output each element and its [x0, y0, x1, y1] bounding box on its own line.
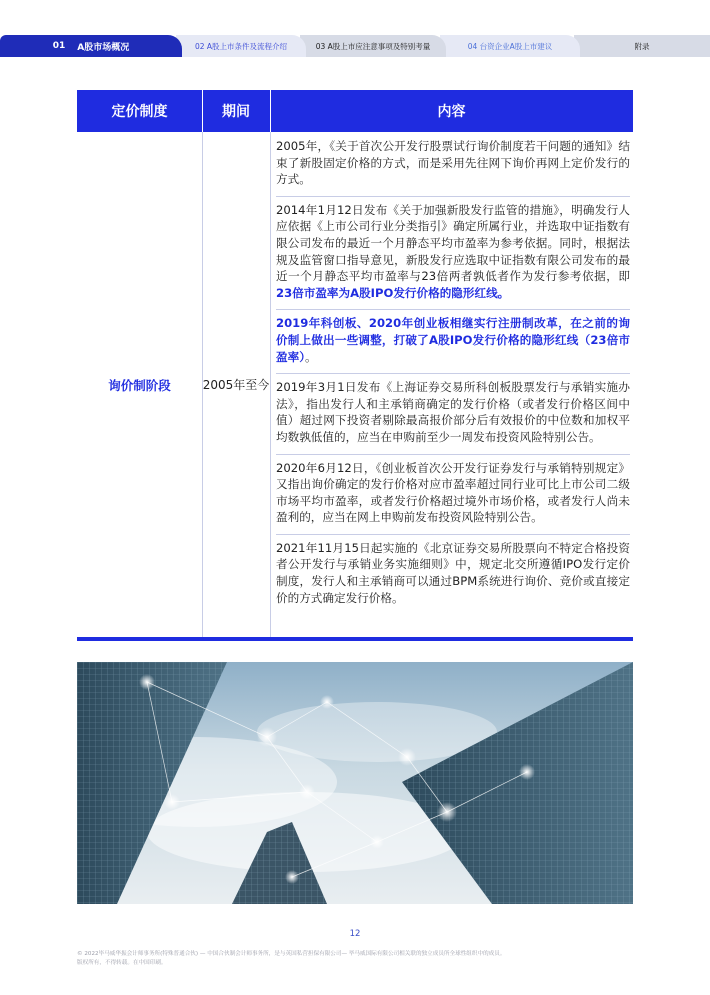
header-period: 期间	[222, 104, 250, 120]
column-divider	[270, 132, 271, 637]
content-paragraph	[276, 540, 630, 614]
cell-content	[276, 138, 630, 614]
photo-illustration	[77, 662, 633, 904]
table-row	[77, 132, 633, 637]
section-tabs	[0, 35, 710, 57]
content-paragraph	[276, 202, 630, 311]
tab-appendix[interactable]: 附录	[574, 35, 710, 57]
content-paragraph	[276, 379, 630, 454]
page-number: 12	[349, 929, 361, 939]
content-paragraph	[276, 138, 630, 197]
tab-number: 01	[52, 41, 66, 51]
footer-copyright	[77, 950, 647, 968]
footer-line: 版权所有，不得转载。在中国印刷。	[77, 960, 167, 966]
pricing-system-table	[77, 90, 633, 637]
tab-market-overview[interactable]	[0, 35, 182, 57]
paragraph-text: 2014年1月12日发布《关于加强新股发行监管的措施》，明确发行人应依据《上市公司行业分类指引》确定所属行业，并选取中证指数有限公司发布的最近一个月静态平均市盈率为参考依据。同时，根据法规及监管窗口指导意见，新股发行应选取中证指数有限公司发布的最近一个月静态平均市盈率与23倍两者孰低者作为发行参考依据，即	[276, 202, 630, 284]
table-header	[77, 90, 633, 132]
cell-period: 2005年至今	[202, 378, 270, 392]
header-content: 内容	[437, 104, 466, 120]
paragraph-text: 。	[304, 349, 317, 364]
paragraph-text: 2005年，《关于首次公开发行股票试行询价制度若干问题的通知》结束了新股固定价格的方式，而是采用先往网下询价再网上定价发行的方式。	[276, 139, 630, 187]
cell-pricing-mechanism: 询价制阶段	[108, 377, 171, 393]
paragraph-text: 2019年3月1日发布《上海证券交易所科创板股票发行与承销实施办法》，指出发行人和主承销商确定的发行价格（或者发行价格区间中值）超过网下投资者剔除最高报价部分后有效报价的中位数和加权平均数孰低值的，应当在申购前至少一周发布投资风险特别公告。	[276, 380, 630, 444]
paragraph-text: 2020年6月12日，《创业板首次公开发行证券发行与承销特别规定》又指出询价确定的发行价格对应市盈率超过同行业可比上市公司二级市场平均市盈率，或者发行价格超过境外市场价格，或者发行人尚未盈利的，应当在网上申购前发布投资风险特别公告。	[276, 460, 630, 525]
paragraph-text: 2021年11月15日起实施的《北京证券交易所股票向不特定合格投资者公开发行与承销业务实施细则》中，规定北交所遵循IPO发行定价制度，发行人和主承销商可以通过BPM系统进行询价、竞价或直接定价的方式确定发行价格。	[276, 540, 630, 605]
header-pricing-system: 定价制度	[111, 104, 168, 120]
content-paragraph	[276, 315, 630, 374]
table-bottom-rule	[77, 637, 633, 641]
tab-taiwan-recommendations[interactable]: 04 台资企业A股上市建议	[440, 35, 580, 57]
highlighted-text: 23倍市盈率为A股IPO发行价格的隐形红线。	[276, 285, 510, 300]
highlighted-text: 2019年科创板、2020年创业板相继实行注册制改革，在之前的询价制上做出一些调整，打破了A股IPO发行价格的隐形红线（23倍市盈率）	[276, 316, 630, 364]
footer-line: © 2022毕马威华振会计师事务所(特殊普通合伙) — 中国合伙制会计师事务所，是与英国私营担保有限公司— 毕马威国际有限公司相关联的独立成员所全球性组织中的成员。	[77, 951, 506, 957]
content-paragraph	[276, 460, 630, 535]
skyscraper-network-photo	[77, 662, 633, 904]
tab-label: A股市场概况	[77, 42, 130, 53]
tab-listing-conditions[interactable]: 02 A股上市条件及流程介绍	[176, 35, 306, 57]
tab-listing-considerations[interactable]: 03 A股上市应注意事项及特别考量	[300, 35, 446, 57]
